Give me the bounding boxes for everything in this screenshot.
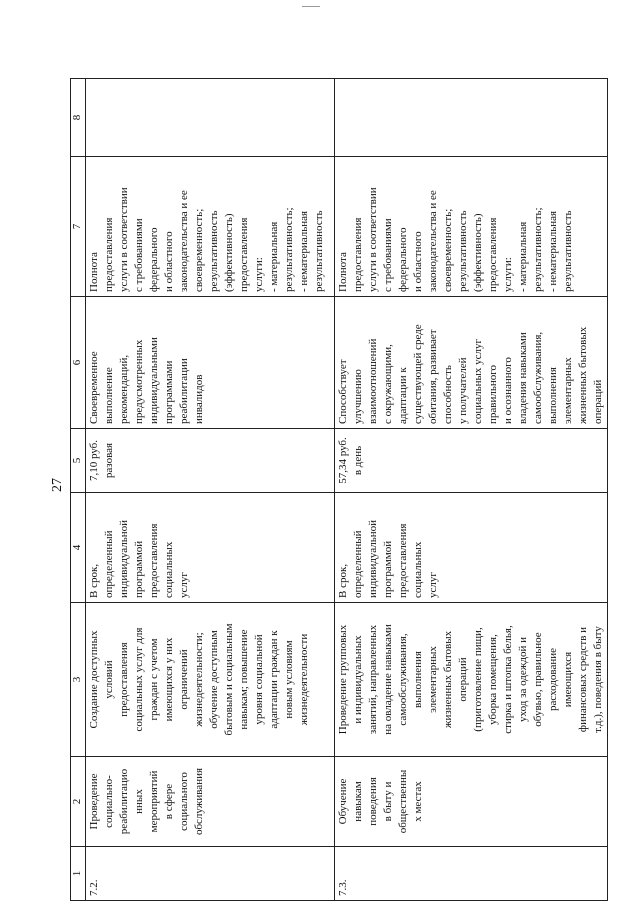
effect-cell: Своевременное выполнение рекомендаций, предусмотренных индивидуальными программами реабилитации инвалидов	[86, 297, 335, 429]
column-header: 2	[71, 757, 86, 847]
rotated-content	[46, 65, 604, 905]
effect-cell: Способствует улучшению взаимоотношений с окружающими, адаптации к существующей среде обитания, развивает способность у получателей социальных услуг правильного и осознанного владения навыками самообслуживания, выполнения элементарных жизненных бытовых операций	[335, 297, 608, 429]
column-header: 4	[71, 493, 86, 603]
table-row	[335, 79, 608, 901]
column-header: 1	[71, 847, 86, 901]
service-term-cell: В срок, определенный индивидуальной программой предоставления социальных услуг	[86, 493, 335, 603]
notes-cell	[335, 79, 608, 157]
quality-cell: Полнота предоставления услуги в соответствии с требованиями федерального и областного законодательства и ее своевременность; результативность (эффективность) предоставления услуги: - материальная результативность; - нематериальная результативность	[86, 157, 335, 297]
scan-mark	[302, 6, 320, 7]
table-row	[86, 79, 335, 901]
tariff-cell: 57,34 руб. в день	[335, 429, 608, 493]
row-number: 7.3.	[335, 847, 608, 901]
service-description-cell: Создание доступных условий предоставления социальных услуг для граждан с учетом имеющихся у них ограничений жизнедеятельности; обучение доступным бытовым и социальным навыкам; повышение уровня социальной адаптации граждан к новым условиям жизнедеятельности	[86, 603, 335, 757]
column-header: 5	[71, 429, 86, 493]
page-number: 27	[50, 478, 65, 492]
quality-cell: Полнота предоставления услуги в соответствии с требованиями федерального и областного законодательства и ее своевременность; результативность (эффективность) предоставления услуги: - материальная результативность; - нематериальная результативность	[335, 157, 608, 297]
column-header: 3	[71, 603, 86, 757]
table-header-row	[71, 79, 86, 901]
service-term-cell: В срок, определенный индивидуальной программой предоставления социальных услуг	[335, 493, 608, 603]
service-name-cell: Проведение социально- реабилитацио нных мероприятий в сфере социального обслуживания	[86, 757, 335, 847]
service-description-cell: Проведение групповых и индивидуальных занятий, направленных на овладение навыками самообслуживания, выполнения элементарных жизненных бытовых операций (приготовление пищи, уборка помещения, стирка и штопка белья, уход за одеждой и обувью, правильное расходование имеющихся финансовых средств и т.д.), поведения в быту	[335, 603, 608, 757]
notes-cell	[86, 79, 335, 157]
tariff-cell: 7,10 руб. разовая	[86, 429, 335, 493]
services-table	[70, 78, 608, 901]
column-header: 8	[71, 79, 86, 157]
column-header: 7	[71, 157, 86, 297]
service-name-cell: Обучение навыкам поведения в быту и общественны х местах	[335, 757, 608, 847]
column-header: 6	[71, 297, 86, 429]
row-number: 7.2.	[86, 847, 335, 901]
